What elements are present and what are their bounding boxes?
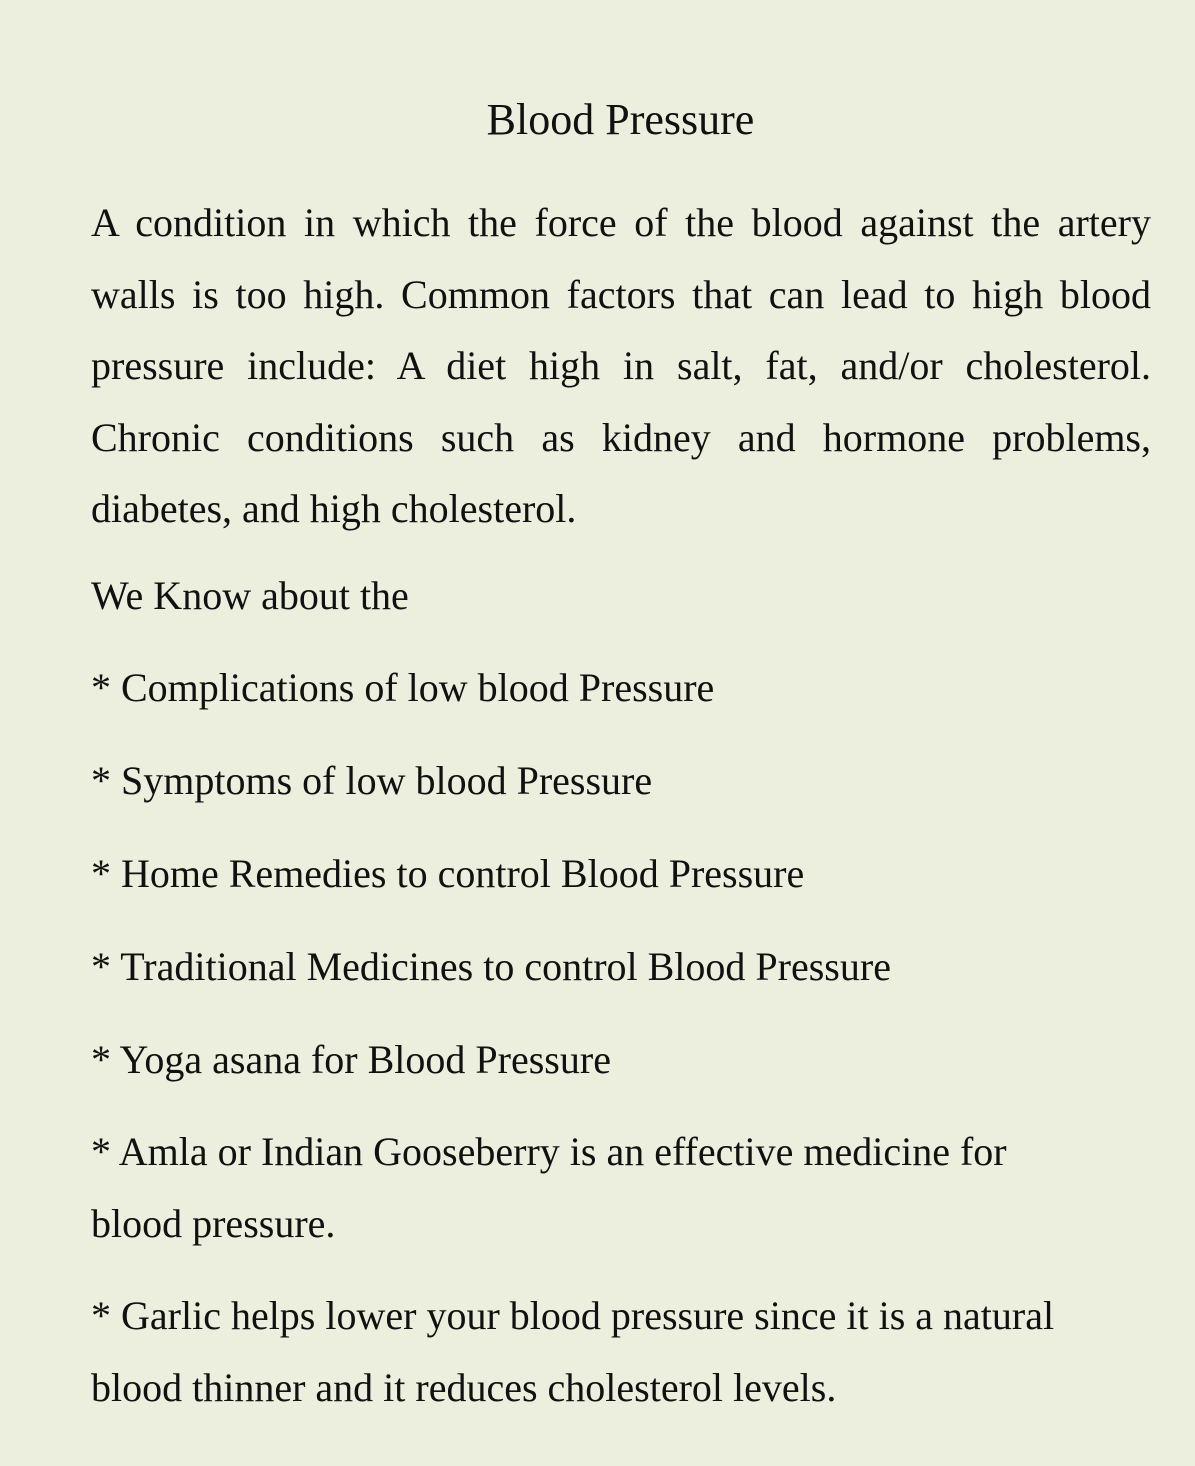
list-item: * Traditional Medicines to control Blood Pressure: [91, 944, 891, 989]
lead-text: We Know about the: [91, 573, 409, 618]
list-item: * Home Remedies to control Blood Pressure: [91, 851, 805, 896]
list-item: * Complications of low blood Pressure: [91, 665, 715, 710]
page-title: Blood Pressure: [486, 95, 755, 144]
list-item: * Symptoms of low blood Pressure: [91, 758, 653, 803]
list-item: * Amla or Indian Gooseberry is an effective medicine for blood pressure.: [91, 1129, 1007, 1246]
list-item: * Garlic helps lower your blood pressure since it is a natural blood thinner and it reduces cholesterol levels.: [91, 1293, 1055, 1410]
list-item: * Yoga asana for Blood Pressure: [91, 1037, 611, 1082]
intro-paragraph: A condition in which the force of the blood against the artery walls is too high. Common factors that can lead to high blood pressure include: A diet high in salt, fat, and/or cholesterol. Chronic conditions such as kidney and hormone problems, diabetes, and high cholesterol.: [91, 200, 1151, 531]
